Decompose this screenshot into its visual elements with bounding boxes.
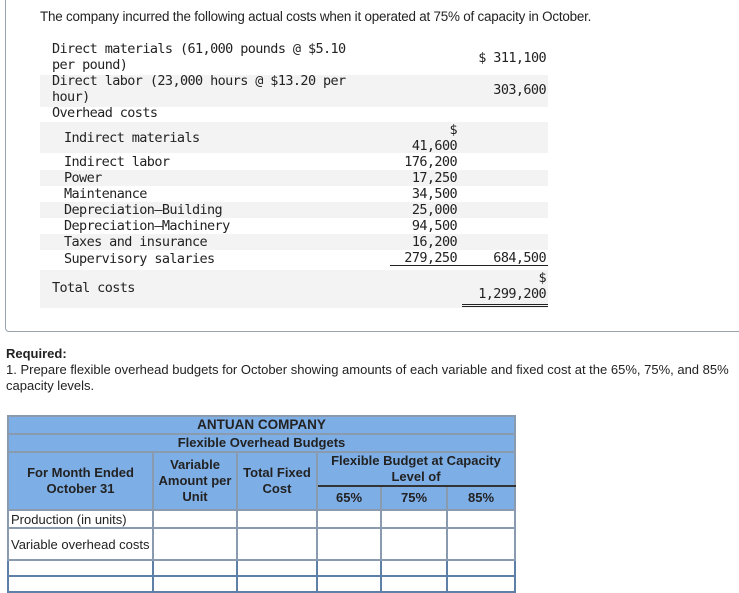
overhead-item-label: Power [64,170,102,186]
overhead-total: 684,500 [493,250,546,266]
overhead-item-label: Depreciation—Building [64,202,223,218]
total-costs-label: Total costs [52,280,135,296]
row-band [40,170,548,186]
direct-materials-amount: $ 311,100 [478,50,546,66]
overhead-item-label: Taxes and insurance [64,234,208,250]
overhead-item-amount: 176,200 [404,154,457,170]
production-65-input[interactable] [317,510,381,528]
overhead-item-amount: 279,250 [404,250,457,266]
input-cell[interactable] [237,510,317,528]
amount-65-input[interactable] [317,560,381,576]
overhead-item-label: Depreciation—Machinery [64,218,230,234]
currency-symbol: $ [449,122,457,138]
empty-cell [447,528,515,560]
input-cell[interactable] [153,510,237,528]
row-label-variable-overhead: Variable overhead costs [8,528,153,560]
col-fixed: Total Fixed Cost [237,452,317,510]
direct-materials-label: Direct materials (61,000 pounds @ $5.10 [52,41,346,57]
direct-labor-label: Direct labor (23,000 hours @ $13.20 per [52,73,346,89]
direct-labor-label-cont: hour) [52,89,90,105]
cost-name-input[interactable] [8,560,153,576]
variable-rate-input[interactable] [153,560,237,576]
production-75-input[interactable] [381,510,447,528]
overhead-item-amount: 16,200 [411,234,457,250]
amount-75-input[interactable] [381,560,447,576]
total-costs-amount: 1,299,200 [478,286,546,302]
amount-65-input[interactable] [317,576,381,592]
overhead-item-label: Maintenance [64,186,147,202]
level-65: 65% [317,486,381,510]
empty-cell [381,528,447,560]
budget-title: Flexible Overhead Budgets [8,434,515,452]
row-label-production: Production (in units) [8,510,153,528]
col-period: For Month Ended October 31 [8,452,153,510]
overhead-item-amount: 17,250 [411,170,457,186]
overhead-item-amount: 34,500 [411,186,457,202]
production-85-input[interactable] [447,510,515,528]
amount-75-input[interactable] [381,576,447,592]
variable-rate-input[interactable] [153,576,237,592]
company-name: ANTUAN COMPANY [8,416,515,434]
direct-materials-label-cont: per pound) [52,57,128,73]
fixed-cost-input[interactable] [237,576,317,592]
currency-symbol: $ [538,270,546,286]
level-75: 75% [381,486,447,510]
overhead-item-amount: 94,500 [411,218,457,234]
required-heading: Required: [6,346,67,361]
overhead-label: Overhead costs [52,105,158,121]
direct-labor-amount: 303,600 [493,82,546,98]
fixed-cost-input[interactable] [237,560,317,576]
col-variable: Variable Amount per Unit [153,452,237,510]
amount-85-input[interactable] [447,560,515,576]
intro-text: The company incurred the following actual costs when it operated at 75% of capacity in October. [40,9,592,24]
empty-cell [153,528,237,560]
level-85: 85% [447,486,515,510]
col-flex: Flexible Budget at Capacity Level of [317,452,515,486]
overhead-item-label: Supervisory salaries [64,251,215,267]
cost-name-input[interactable] [8,576,153,592]
required-section [6,346,736,394]
empty-cell [237,528,317,560]
overhead-item-amount: 41,600 [411,138,457,154]
empty-cell [317,528,381,560]
overhead-item-label: Indirect labor [64,154,170,170]
total-double-rule [462,304,548,307]
flexible-budget-table [7,415,516,593]
required-text: 1. Prepare flexible overhead budgets for October showing amounts of each variable and fixed cost at the 65%, 75%, and 85% capacity levels. [6,362,729,393]
overhead-item-label: Indirect materials [64,130,200,146]
amount-85-input[interactable] [447,576,515,592]
overhead-item-amount: 25,000 [411,202,457,218]
